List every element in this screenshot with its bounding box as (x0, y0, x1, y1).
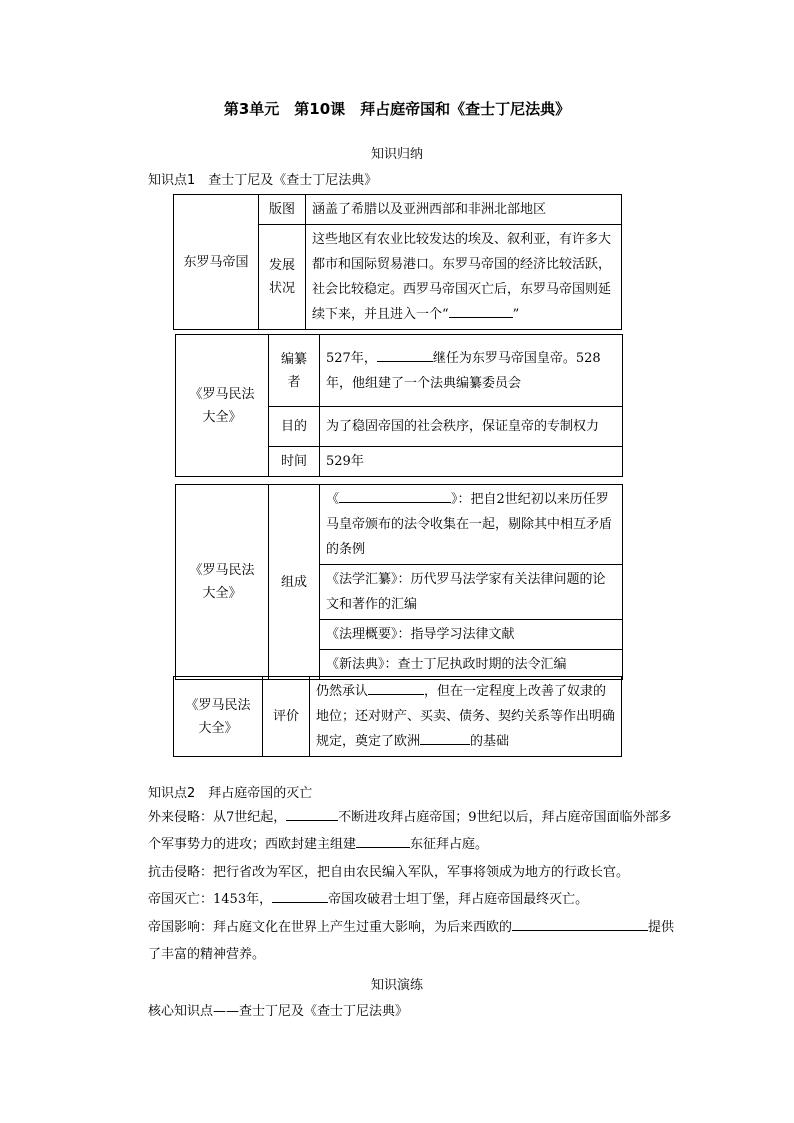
territory-label: 版图 (259, 195, 306, 225)
fall-paragraph (148, 886, 676, 913)
development-end: ” (512, 307, 520, 322)
item1-a: 《 (326, 492, 340, 507)
composition-label: 组成 (269, 485, 320, 680)
table-east-roman-empire (173, 194, 622, 330)
blank-ottoman[interactable] (272, 888, 328, 903)
fall-b: 帝国攻破君士坦丁堡，拜占庭帝国最终灭亡。 (328, 892, 589, 907)
influence-a: 帝国影响：拜占庭文化在世界上产生过重大影响，为后来西欧的 (148, 920, 513, 935)
blank-renaissance[interactable] (512, 916, 648, 931)
time-text: 529年 (320, 447, 623, 477)
time-label: 时间 (269, 447, 320, 477)
core-heading: 核心知识点——查士丁尼及《查士丁尼法典》 (148, 1004, 409, 1019)
invasion-a: 外来侵略：从7世纪起， (148, 810, 287, 825)
blank-law-system[interactable] (420, 730, 470, 745)
fall-a: 帝国灭亡：1453年， (148, 892, 273, 907)
blank-emperor[interactable] (377, 347, 433, 362)
eval-a: 仍然承认 (316, 684, 369, 699)
composition-item-4: 《新法典》：查士丁尼执政时期的法令汇编 (320, 650, 623, 680)
eval-c: 的基础 (470, 734, 510, 749)
purpose-text: 为了稳固帝国的社会秩序，保证皇帝的专制权力 (320, 407, 623, 447)
compiler-text-a: 527年， (326, 350, 377, 366)
development-cell (306, 225, 622, 330)
point1-heading: 知识点1 查士丁尼及《查士丁尼法典》 (148, 173, 378, 188)
code-header-2: 《罗马民法大全》 (176, 485, 269, 680)
code-header-3: 《罗马民法大全》 (174, 677, 263, 757)
table-code-composition (175, 484, 623, 680)
blank-crusade[interactable] (356, 833, 410, 848)
blank-slavery[interactable] (368, 680, 424, 695)
influence-b: 提供了丰富的精神营养。 (148, 920, 675, 962)
page-title: 第3单元 第10课 拜占庭帝国和《查士丁尼法典》 (223, 100, 571, 118)
invasion-c: 东征拜占庭。 (410, 837, 489, 852)
section-summary-heading: 知识归纳 (370, 147, 423, 162)
influence-paragraph (148, 914, 676, 968)
composition-item-3: 《法理概要》：指导学习法律文献 (320, 620, 623, 650)
compiler-text-b: 继任为东罗马帝国皇帝。528年，他组建了一个法典编纂委员会 (326, 350, 601, 391)
purpose-label: 目的 (269, 407, 320, 447)
blank-code-name[interactable] (339, 488, 451, 503)
section-practice-heading: 知识演练 (370, 978, 423, 993)
invasion-paragraph (148, 804, 676, 858)
blank-invader[interactable] (286, 806, 338, 821)
compiler-label: 编纂者 (269, 335, 320, 407)
development-label: 发展状况 (259, 225, 306, 330)
table-code-basics (175, 334, 623, 477)
eval-b: ，但在一定程度上改善了奴隶的地位；还对财产、买卖、债务、契约关系等作出明确规定，奠定了欧洲 (316, 684, 616, 749)
east-roman-empire-header: 东罗马帝国 (174, 195, 259, 330)
composition-item-1 (320, 485, 623, 565)
code-header-1: 《罗马民法大全》 (176, 335, 269, 477)
evaluation-cell (310, 677, 622, 757)
development-text: 这些地区有农业比较发达的埃及、叙利亚，有许多大都市和国际贸易港口。东罗马帝国的经济比较活跃，社会比较稳定。西罗马帝国灭亡后，东罗马帝国则延续下来，并且进入一个“ (312, 232, 612, 322)
table-code-evaluation (173, 676, 622, 757)
item1-b: 》：把自2世纪初以来历任罗马皇帝颁布的法令收集在一起，剔除其中相互矛盾的条例 (326, 492, 613, 557)
blank-era[interactable] (449, 303, 513, 318)
territory-text: 涵盖了希腊以及亚洲西部和非洲北部地区 (306, 195, 622, 225)
resist-paragraph: 抗击侵略：把行省改为军区，把自由农民编入军队，军事将领成为地方的行政长官。 (148, 865, 630, 880)
invasion-b: 不断进攻拜占庭帝国；9世纪以后，拜占庭帝国面临外部多个军事势力的进攻；西欧封建主组建 (148, 810, 672, 852)
point2-heading: 知识点2 拜占庭帝国的灭亡 (148, 786, 313, 801)
composition-item-2: 《法学汇纂》：历代罗马法学家有关法律问题的论文和著作的汇编 (320, 565, 623, 620)
compiler-cell (320, 335, 623, 407)
evaluation-label: 评价 (263, 677, 310, 757)
